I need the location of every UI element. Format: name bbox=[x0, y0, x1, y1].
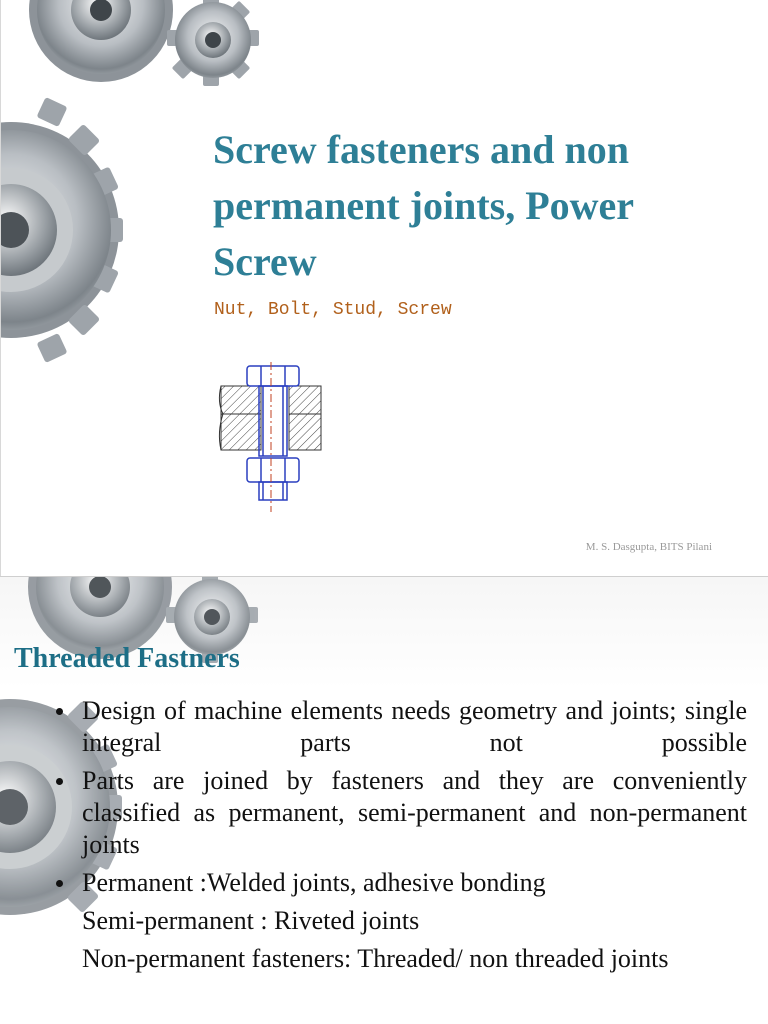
list-item bbox=[50, 943, 747, 975]
list-item bbox=[50, 867, 747, 899]
list-item-text: Parts are joined by fasteners and they are conveniently classified as permanent, semi-permanent and non-permanent joints bbox=[82, 766, 747, 859]
small-gear-icon bbox=[167, 0, 259, 86]
slide-footer: M. S. Dasgupta, BITS Pilani bbox=[585, 541, 712, 553]
slide-title: Screw fasteners and non permanent joints, Power Screw bbox=[213, 127, 634, 284]
list-item-text: Permanent :Welded joints, adhesive bonding bbox=[82, 868, 546, 897]
list-item-text: Non-permanent fasteners: Threaded/ non threaded joints bbox=[82, 944, 669, 973]
list-item-text: Semi-permanent : Riveted joints bbox=[82, 906, 420, 935]
list-item bbox=[50, 765, 747, 861]
top-gear-icon bbox=[29, 0, 173, 82]
list-item bbox=[50, 905, 747, 937]
slide-heading: Threaded Fastners bbox=[14, 643, 240, 674]
bolt-joint-drawing bbox=[215, 362, 327, 512]
list-item bbox=[50, 695, 747, 759]
bullet-icon bbox=[56, 880, 63, 887]
bullet-icon bbox=[56, 708, 63, 715]
list-item-text: Design of machine elements needs geometry and joints; single integral parts not possible bbox=[82, 696, 747, 757]
content-slide bbox=[0, 576, 768, 1024]
bullet-list bbox=[50, 695, 747, 981]
slide-subtitle: Nut, Bolt, Stud, Screw bbox=[214, 300, 452, 320]
large-gear-icon bbox=[1, 97, 123, 363]
bullet-icon bbox=[56, 778, 63, 785]
